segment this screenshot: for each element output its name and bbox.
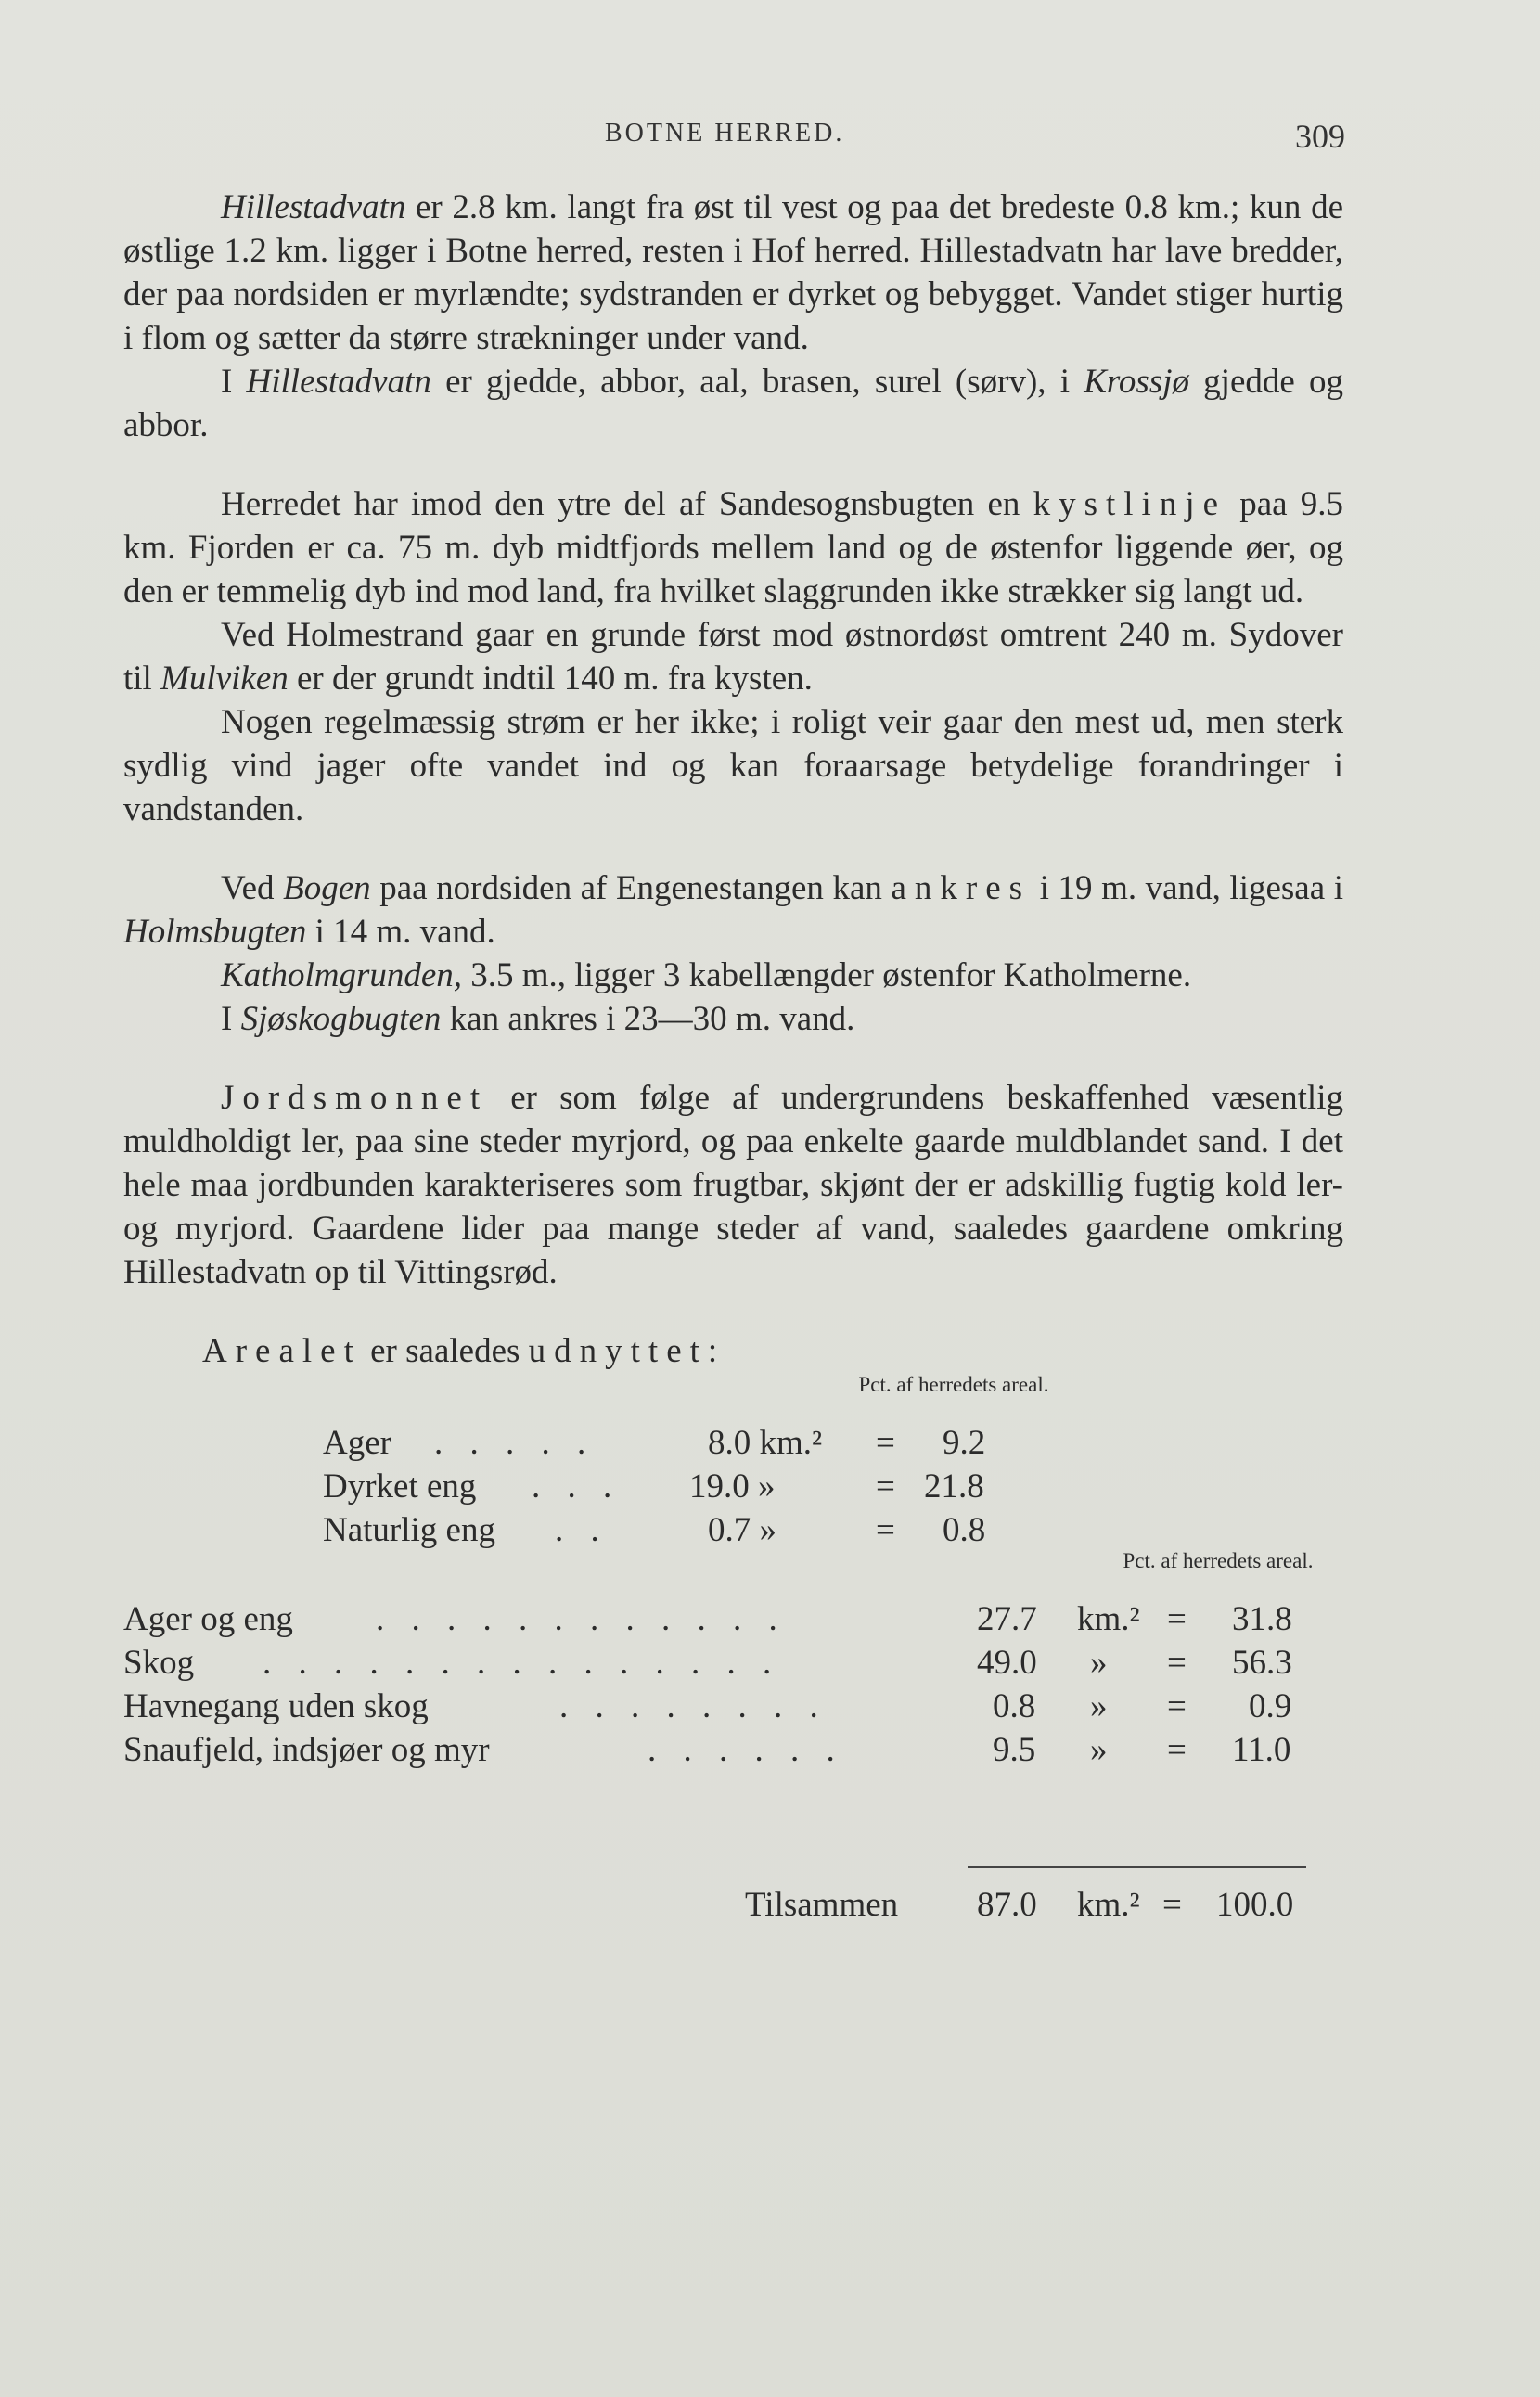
total-percent: 100.0 [1216,1886,1294,1924]
total-value: 87.0 [977,1886,1037,1924]
leader-dots: . . . . . . . . [559,1687,828,1725]
spaced-term: Arealet [202,1332,362,1370]
equals-sign: = [876,1511,895,1549]
paragraph-strom [123,700,1343,831]
text: Ved Holmestrand gaar en grunde først mod østnordøst omtrent 240 m. Sydover til [123,616,1343,698]
text: I [221,1000,241,1038]
equals-sign: = [876,1468,895,1506]
row-percent: 11.0 [1232,1731,1291,1769]
row-unit: » [1090,1687,1108,1725]
equals-sign: = [1167,1600,1187,1638]
text: er der grundt indtil 140 m. fra kysten. [288,660,813,698]
place-name: Krossjø [1084,363,1189,401]
row-value: 19.0 » [689,1468,776,1506]
text: : [707,1332,718,1370]
paragraph-holmestrand [123,613,1343,700]
equals-sign: = [1167,1644,1187,1682]
leader-dots: . . . . . . [648,1731,844,1769]
table-header: Pct. af herredets areal. [858,1373,1049,1396]
page-body [123,186,1343,1939]
text: er gjedde, abbor, aal, brasen, surel (sørv), i [430,363,1084,401]
leader-dots: . . [555,1511,609,1549]
place-name: Holmsbugten [123,913,307,951]
leader-dots: . . . . . . . . . . . . [376,1600,787,1638]
areal-table-2 [123,1549,1343,1939]
row-value: 27.7 [977,1600,1037,1638]
text: i 14 m. vand. [306,913,495,951]
table-row [123,1597,1343,1641]
text: i 19 m. vand, ligesaa i [1031,869,1343,907]
areal-intro [202,1329,1343,1373]
row-value: 8.0 km.² [708,1424,823,1462]
row-label: Naturlig eng [323,1511,495,1549]
text: er 2.8 km. langt fra øst til vest og paa det bredeste 0.8 km.; kun de østlige 1.2 km. ligger i Botne herred, resten i Hof herred. Hillestadvatn har lave bredder, der paa nordsiden er myrlændte; sydstranden er dyrket og bebygget. Vandet stiger hurtig i flom og sætter da større strækninger under vand. [123,188,1343,357]
spaced-term: udnyttet [528,1332,708,1370]
row-percent: 9.2 [943,1424,986,1462]
sum-rule [968,1866,1306,1868]
page-number: 309 [1295,118,1345,155]
row-label: Havnegang uden skog [123,1687,429,1725]
table-row [323,1508,1046,1552]
text: er som følge af undergrundens beskaffenhed væsentlig muldholdigt ler, paa sine steder myrjord, og paa enkelte gaarde muldblandet sand. I det hele maa jordbunden karakteriseres som frugtbar, skjønt der er adskillig fugtig kold ler- og myrjord. Gaardene lider paa mange steder af vand, saaledes gaardene omkring Hillestadvatn op til Vittingsrød. [123,1079,1343,1291]
row-value: 0.8 [993,1687,1036,1725]
text: er saaledes [361,1332,529,1370]
leader-dots: . . . . . [434,1424,596,1462]
areal-table-1 [323,1373,1049,1549]
leader-dots: . . . [532,1468,622,1506]
equals-sign: = [1162,1886,1182,1924]
row-unit: km.² [1077,1600,1140,1638]
place-name: Hillestadvatn [221,188,406,226]
spaced-term: ankres [891,869,1032,907]
row-percent: 0.8 [943,1511,986,1549]
equals-sign: = [876,1424,895,1462]
row-percent: 31.8 [1232,1600,1292,1638]
text: paa 9.5 km. Fjorden er ca. 75 m. dyb midtfjords mellem land og de østenfor liggende øer, og den er temmelig dyb ind mod land, fra hvilket slaggrunden ikke strækker sig langt ud. [123,485,1343,610]
paragraph-bogen [123,866,1343,954]
paragraph-jordsmonnet [123,1076,1343,1294]
row-label: Skog [123,1644,195,1682]
paragraph-katholmgrunden [123,954,1343,997]
paragraph-kystlinje [123,482,1343,613]
table-row [123,1641,1343,1685]
place-name: Hillestadvatn [246,363,431,401]
text: Ved [221,869,284,907]
row-percent: 0.9 [1249,1687,1292,1725]
running-head: BOTNE HERRED. [605,119,845,147]
paragraph-sjoskogbugten [123,997,1343,1041]
row-label: Snaufjeld, indsjøer og myr [123,1731,490,1769]
row-label: Ager [323,1424,391,1462]
spaced-term: kystlinje [1033,485,1227,523]
row-value: 9.5 [993,1731,1036,1769]
total-label: Tilsammen [745,1886,899,1924]
place-name: Sjøskogbugten [240,1000,442,1038]
place-name: Bogen [283,869,371,907]
row-percent: 21.8 [924,1468,984,1506]
text: gjedde og abbor. [123,363,1343,444]
row-unit: » [1090,1644,1108,1682]
place-name: Katholmgrunden, [221,956,463,994]
row-value: 0.7 » [708,1511,776,1549]
spaced-term: Jordsmonnet [221,1079,489,1117]
text: kan ankres i 23—30 m. vand. [441,1000,855,1038]
text: I [221,363,247,401]
row-unit: » [1090,1731,1108,1769]
row-percent: 56.3 [1232,1644,1292,1682]
text: paa nordsiden af Engenestangen kan [370,869,892,907]
equals-sign: = [1167,1731,1187,1769]
row-label: Dyrket eng [323,1468,477,1506]
total-row [123,1883,1343,1927]
text: Herredet har imod den ytre del af Sandesognsbugten en [221,485,1033,523]
row-label: Ager og eng [123,1600,293,1638]
table-row [123,1685,1343,1728]
equals-sign: = [1167,1687,1187,1725]
paragraph-fish [123,360,1343,447]
table-row [323,1421,1046,1465]
leader-dots: . . . . . . . . . . . . . . . [263,1644,781,1682]
paragraph-hillestadvatn [123,186,1343,360]
place-name: Mulviken [160,660,289,698]
text: Nogen regelmæssig strøm er her ikke; i roligt veir gaar den mest ud, men sterk sydlig vind jager ofte vandet ind og kan foraarsage betydelige forandringer i vandstanden. [123,703,1343,828]
page-header [130,117,1345,163]
text: 3.5 m., ligger 3 kabellængder østenfor Katholmerne. [462,956,1192,994]
total-unit: km.² [1077,1886,1140,1924]
table-row [323,1465,1046,1508]
table-row [123,1728,1343,1772]
table-header: Pct. af herredets areal. [1123,1549,1314,1572]
row-value: 49.0 [977,1644,1037,1682]
